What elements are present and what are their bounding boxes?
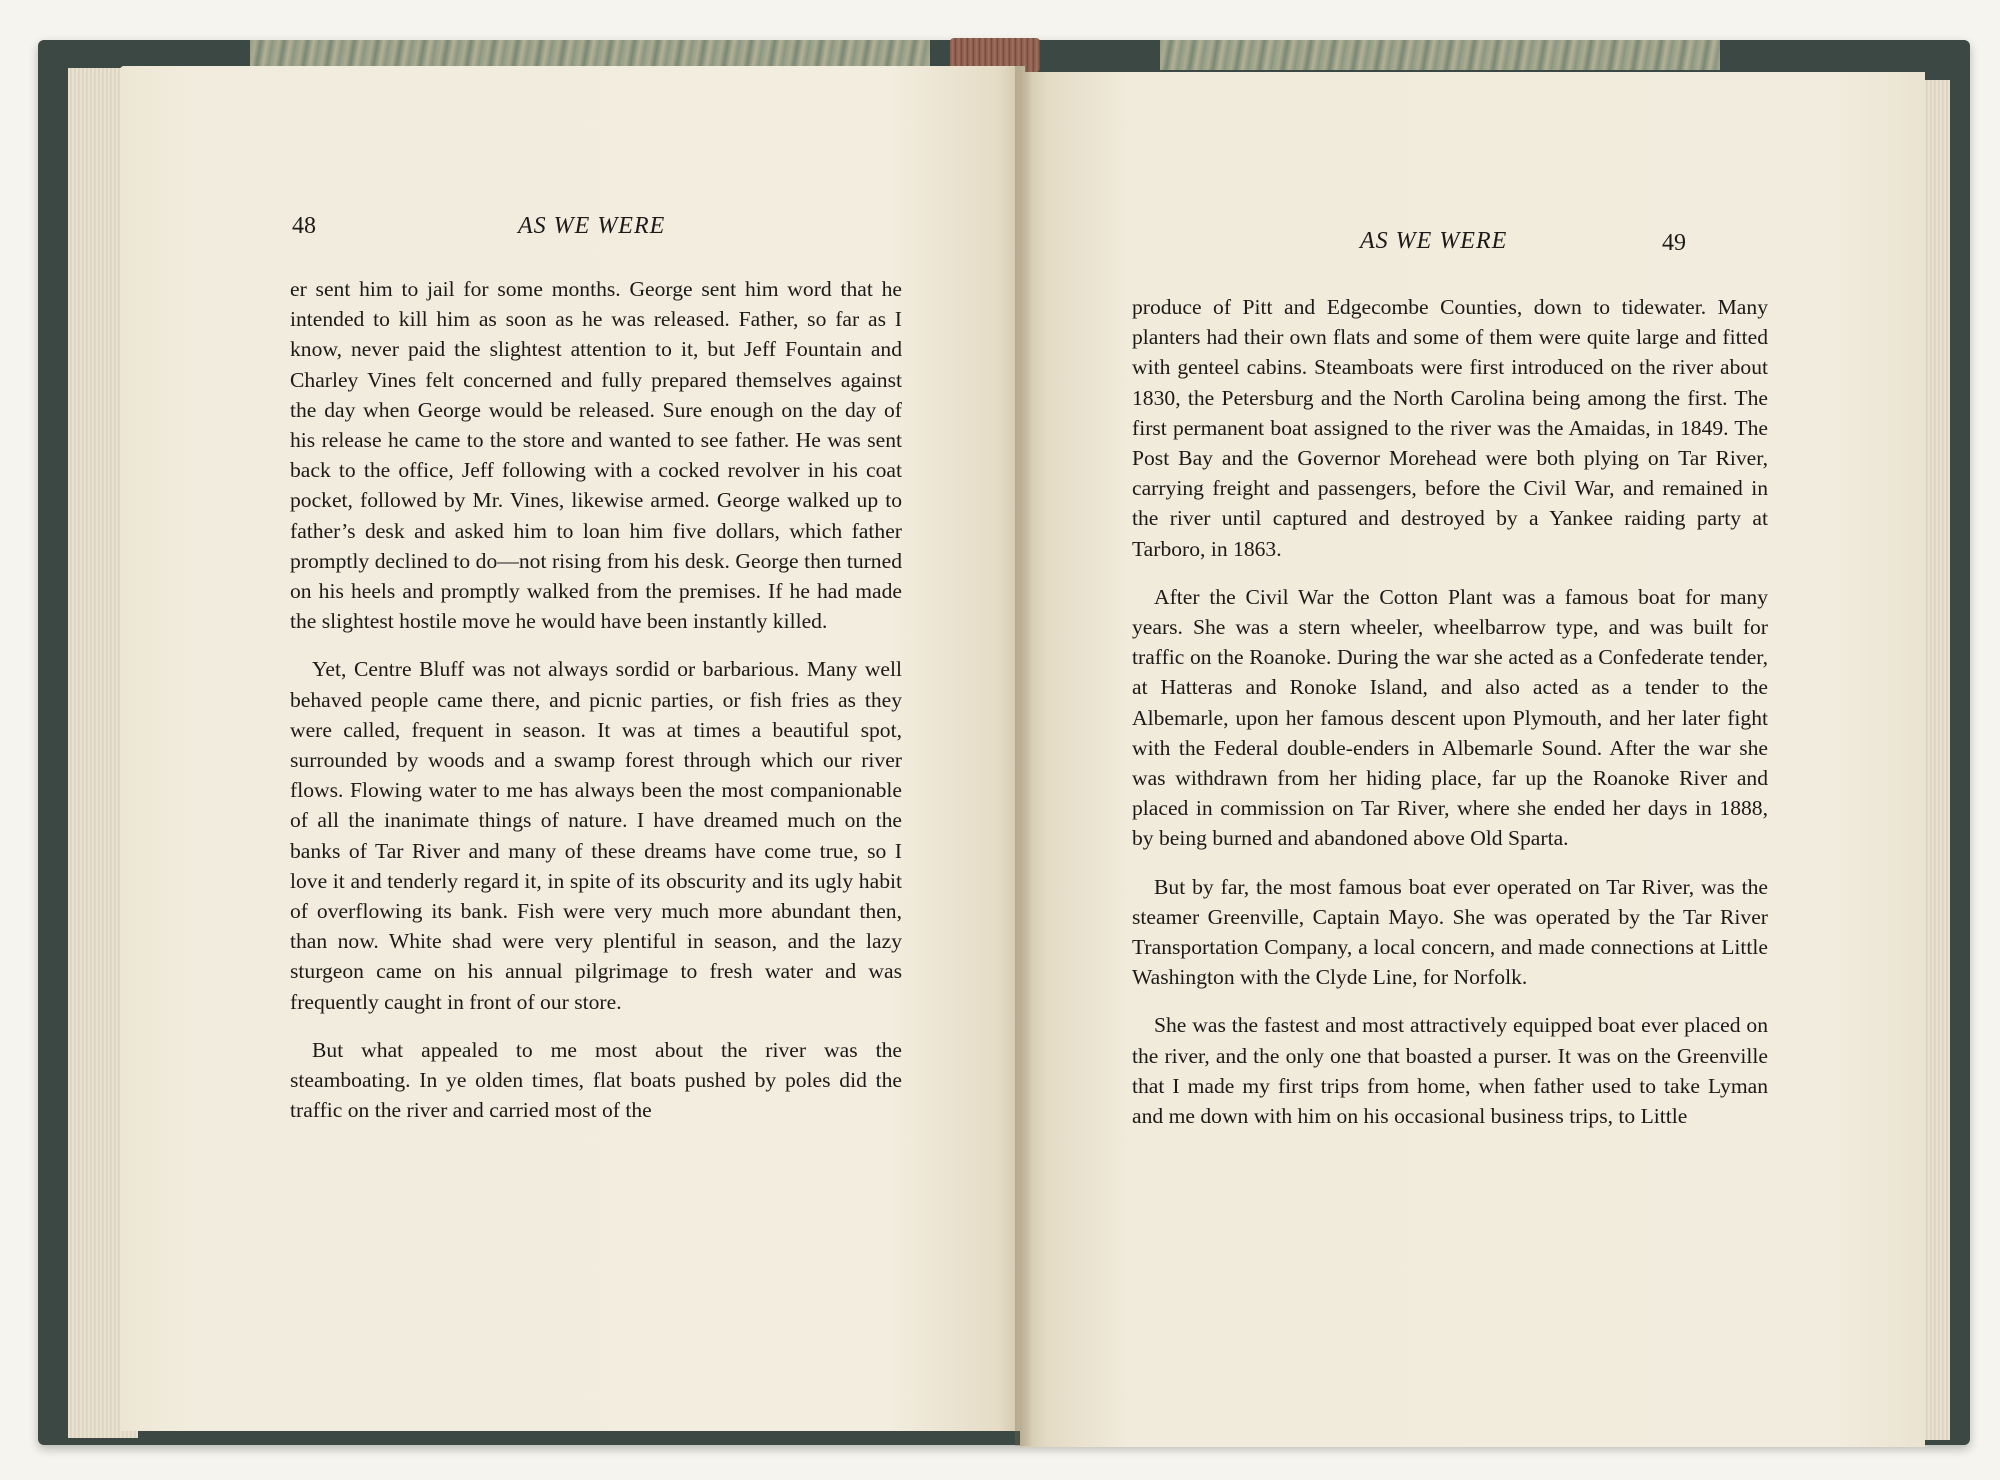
- right-paragraph-2: After the Civil War the Cotton Plant was a famous boat for many years. She was a stern wheeler, wheelbarrow type, and was built for traffic on the Roanoke. During the war she acted as a Confederate tender, at Hatteras and Ronoke Island, and also acted as a tender to the Albemarle, upon her famous descent upon Plymouth, and her later fight with the Federal double-enders in Albemarle Sound. After the war she was withdrawn from her hiding place, far up the Roanoke River and placed in commission on Tar River, where she ended her days in 1888, by being burned and abandoned above Old Sparta.: [1132, 584, 1768, 851]
- right-paragraph-3: But by far, the most famous boat ever operated on Tar River, was the steamer Greenville, Captain Mayo. She was operated by the Tar River Transportation Company, a local concern, and made connections at Little Washington with the Clyde Line, for Norfolk.: [1132, 874, 1768, 990]
- right-paragraph-4: She was the fastest and most attractively equipped boat ever placed on the river, and the only one that boasted a purser. It was on the Greenville that I made my first trips from home, when father used to take Lyman and me down with him on his occasional business trips, to Little: [1132, 1013, 1768, 1129]
- right-page-number: 49: [1662, 230, 1686, 256]
- marbled-endpaper-right: [1160, 40, 1720, 70]
- right-paragraph-1: produce of Pitt and Edgecombe Counties, down to tidewater. Many planters had their own flats and some of them were quite large and fitted with genteel cabins. Steamboats were first introduced on the river about 1830, the Petersburg and the North Carolina being among the first. The first permanent boat assigned to the river was the Amaidas, in 1849. The Post Bay and the Governor Morehead were both plying on Tar River, carrying freight and passengers, before the Civil War, and remained in the river until captured and destroyed by a Yankee raiding party at Tarboro, in 1863.: [1132, 295, 1768, 561]
- left-text-block: [290, 274, 902, 1125]
- left-paragraph-3: But what appealed to me most about the river was the steamboating. In ye olden times, flat boats pushed by poles did the traffic on the river and carried most of the: [290, 1037, 902, 1123]
- right-page: [1020, 72, 1925, 1447]
- left-paragraph-2: Yet, Centre Bluff was not always sordid or barbarious. Many well behaved people came there, and picnic parties, or fish fries as they were called, frequent in season. It was at times a beautiful spot, surrounded by woods and a swamp forest through which our river flows. Flowing water to me has always been the most companionable of all the inanimate things of nature. I have dreamed much on the banks of Tar River and many of these dreams have come true, so I love it and tenderly regard it, in spite of its obscurity and its ugly habit of overflowing its bank. Fish were very much more abundant then, than now. White shad were very plentiful in season, and the lazy sturgeon came on his annual pilgrimage to fresh water and was frequently caught in front of our store.: [290, 657, 902, 1014]
- left-page: [120, 66, 1025, 1431]
- left-paragraph-1: er sent him to jail for some months. George sent him word that he intended to kill him as soon as he was released. Father, so far as I know, never paid the slightest attention to it, but Jeff Fountain and Charley Vines felt concerned and fully prepared themselves against the day when George would be released. Sure enough on the day of his release he came to the store and wanted to see father. He was sent back to the office, Jeff following with a cocked revolver in his coat pocket, followed by Mr. Vines, likewise armed. George walked up to father’s desk and asked him to loan him five dollars, which father promptly declined to do—not rising from his desk. George then turned on his heels and promptly walked from the premises. If he had made the slightest hostile move he would have been instantly killed.: [290, 277, 902, 634]
- left-page-number: 48: [292, 213, 316, 239]
- book-gutter-shadow: [1015, 66, 1031, 1446]
- right-text-block: [1132, 292, 1768, 1131]
- right-running-head: AS WE WERE: [1360, 228, 1508, 254]
- left-running-head: AS WE WERE: [518, 213, 666, 239]
